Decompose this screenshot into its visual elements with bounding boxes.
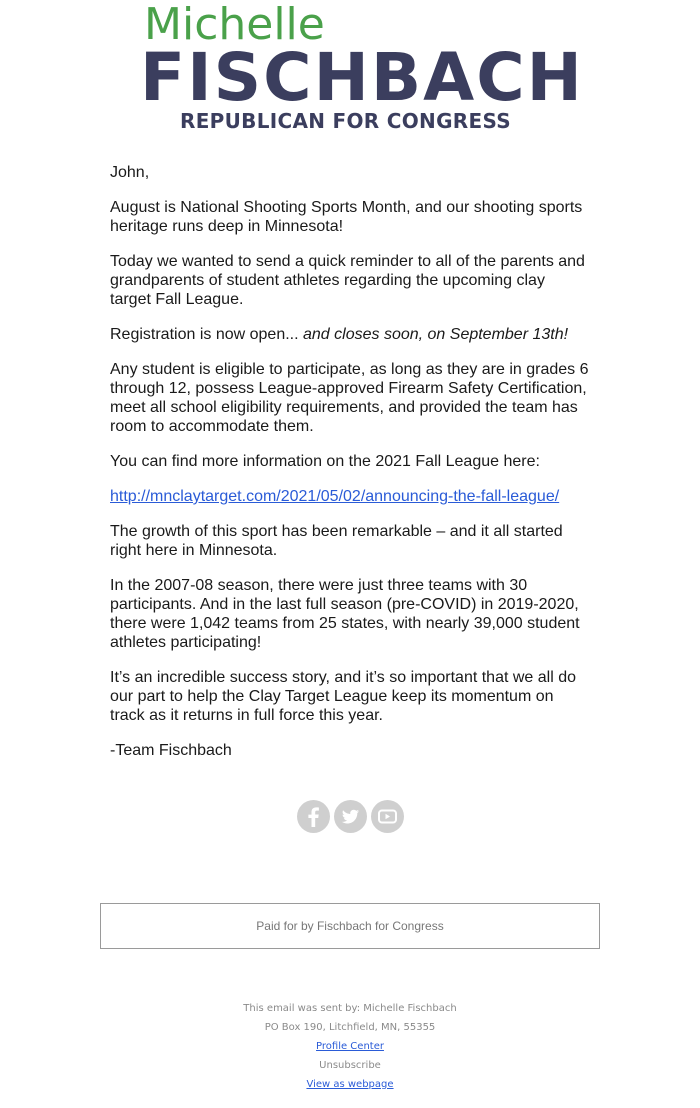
logo-first-name: Michelle (144, 0, 325, 50)
paragraph-4: Any student is eligible to participate, as long as they are in grades 6 through 12, possess League-approved Firearm Safety Certification, meet all school eligibility requirements, and provided the team has room to accommodate them. (110, 361, 589, 435)
paragraph-1: August is National Shooting Sports Month, and our shooting sports heritage runs deep in Minnesota! (110, 199, 583, 235)
paid-for-text: Paid for by Fischbach for Congress (256, 919, 444, 933)
mailing-address: PO Box 190, Litchfield, MN, 55355 (264, 1022, 436, 1033)
paragraph-5: You can find more information on the 2021 Fall League here: (110, 453, 540, 470)
paragraph-7: In the 2007-08 season, there were just three teams with 30 participants. And in the last full season (pre-COVID) in 2019-2020, there were 1,042 teams from 25 states, with nearly 39,000 student athletes participating! (110, 577, 580, 651)
youtube-button[interactable] (371, 800, 404, 833)
paragraph-8: It’s an incredible success story, and it’s so important that we all do our part to help the Clay Target League keep its momentum on track as it returns in full force this year. (110, 669, 577, 724)
paragraph-6: The growth of this sport has been remarkable – and it all started right here in Minnesota. (110, 523, 563, 559)
unsubscribe-link[interactable]: Unsubscribe (319, 1060, 381, 1071)
facebook-icon (297, 800, 330, 833)
registration-text: Registration is now open... (110, 326, 303, 343)
logo-last-name: FISCHBACH (140, 39, 584, 116)
paid-for-disclaimer (100, 903, 600, 949)
signoff: -Team Fischbach (110, 742, 232, 759)
facebook-button[interactable] (297, 800, 330, 833)
paragraph-2: Today we wanted to send a quick reminder to all of the parents and grandparents of student athletes regarding the upcoming clay target Fall League. (110, 253, 585, 308)
view-webpage-row (0, 1075, 700, 1094)
youtube-icon (371, 800, 404, 833)
profile-center-row (0, 1037, 700, 1056)
twitter-button[interactable] (334, 800, 367, 833)
greeting: John, (110, 164, 150, 181)
profile-center-link[interactable]: Profile Center (316, 1041, 384, 1052)
sent-by-text: This email was sent by: Michelle Fischbach (243, 1003, 457, 1014)
email-body (110, 163, 590, 776)
fall-league-link[interactable]: http://mnclaytarget.com/2021/05/02/announcing-the-fall-league/ (110, 488, 560, 505)
paragraph-link (110, 487, 590, 506)
logo-tagline: REPUBLICAN FOR CONGRESS (180, 109, 511, 133)
view-as-webpage-link[interactable]: View as webpage (306, 1079, 394, 1090)
email-footer (0, 999, 700, 1094)
deadline-text: and closes soon, on September 13th! (303, 326, 569, 343)
campaign-logo (0, 0, 700, 140)
social-links (0, 800, 700, 833)
paragraph-3 (110, 325, 590, 344)
twitter-icon (334, 800, 367, 833)
